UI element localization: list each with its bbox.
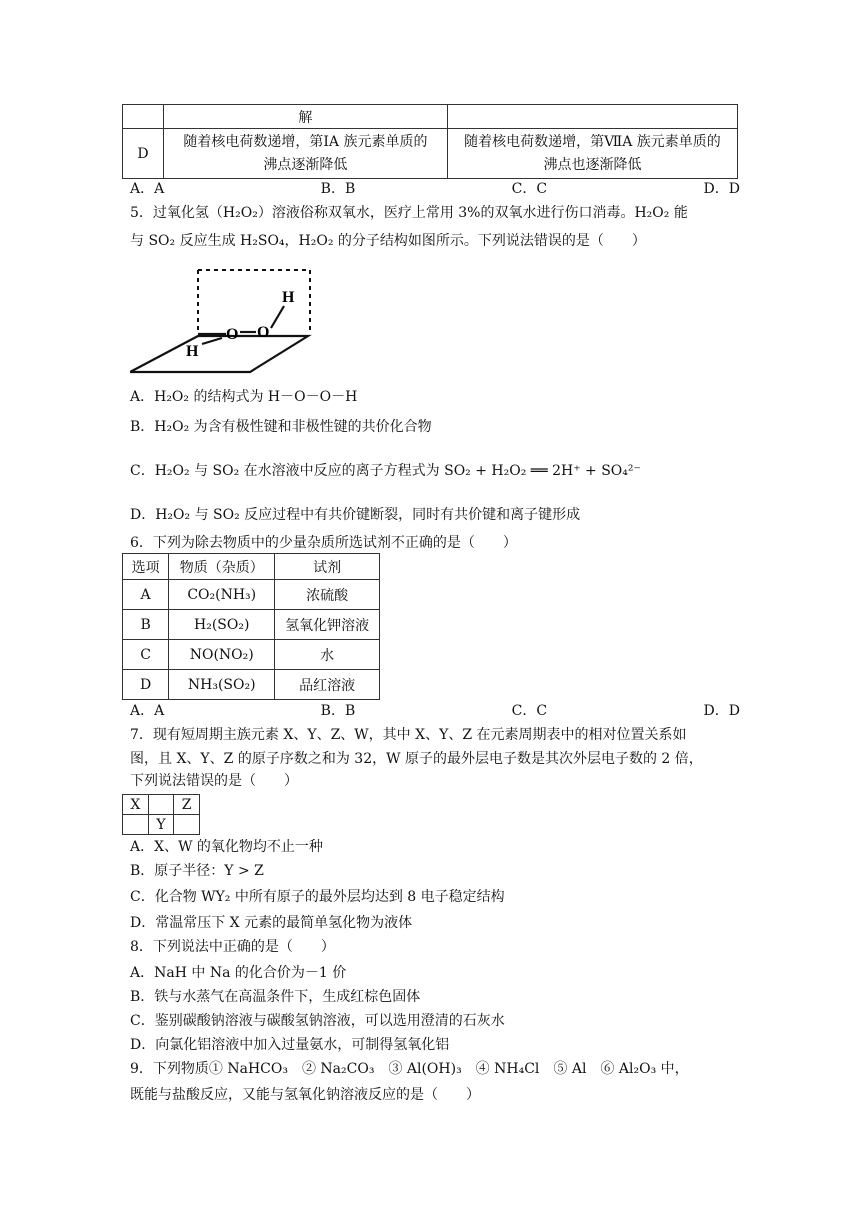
grid-cell	[148, 795, 174, 815]
q6-option-c[interactable]: C．C	[511, 703, 548, 719]
q4-option-b[interactable]: B．B	[320, 181, 356, 197]
q7-option-a[interactable]: A．X、W 的氧化物均不止一种	[130, 839, 323, 855]
q6-stem: 6．下列为除去物质中的少量杂质所选试剂不正确的是（ ）	[130, 535, 517, 551]
h-bottom-label: H	[186, 343, 199, 360]
q4-option-d[interactable]: D．D	[703, 181, 740, 197]
q5-option-d[interactable]: D．H₂O₂ 与 SO₂ 反应过程中有共价键断裂，同时有共价键和离子键形成	[130, 507, 581, 523]
o1-label: O	[226, 326, 239, 343]
grid-cell-y: Y	[148, 815, 174, 835]
table-row	[123, 610, 380, 640]
q9-stem-line1: 9．下列物质① NaHCO₃ ② Na₂CO₃ ③ Al(OH)₃ ④ NH₄Cl ⑤ Al ⑥ Al₂O₃ 中，	[130, 1061, 689, 1077]
grid-cell	[123, 815, 149, 835]
q9-stem-line2: 既能与盐酸反应，又能与氢氧化钠溶液反应的是（ ）	[130, 1087, 480, 1103]
grid-cell-z: Z	[174, 795, 200, 815]
q4-table-cell: 解	[163, 105, 447, 129]
q4-option-c[interactable]: C．C	[511, 181, 548, 197]
q6-option-b[interactable]: B．B	[320, 703, 356, 719]
q6-header-cell: 试剂	[275, 554, 380, 580]
q4-middle-line2: 沸点逐渐降低	[263, 156, 348, 173]
q6-options	[130, 700, 740, 720]
o2-label: O	[257, 324, 270, 341]
q7-stem-line2: 图，且 X、Y、Z 的原子序数之和为 32，W 原子的最外层电子数是其次外层电子数的 2 倍，	[130, 751, 703, 767]
q4-middle-cell	[163, 129, 447, 179]
table-cell: 水	[275, 640, 380, 670]
q5-option-c[interactable]: C．H₂O₂ 与 SO₂ 在水溶液中反应的离子方程式为 SO₂ + H₂O₂ ══ 2H⁺ + SO₄²⁻	[130, 463, 641, 479]
grid-cell	[174, 815, 200, 835]
q8-option-b[interactable]: B．铁与水蒸气在高温条件下，生成红棕色固体	[130, 989, 421, 1005]
q5-stem-line1: 5．过氧化氢（H₂O₂）溶液俗称双氧水，医疗上常用 3%的双氧水进行伤口消毒。H₂O₂ 能	[130, 205, 688, 221]
q8-stem: 8．下列说法中正确的是（ ）	[130, 939, 335, 955]
table-cell: 氢氧化钾溶液	[275, 610, 380, 640]
q6-header-cell: 选项	[123, 554, 169, 580]
q7-stem-line1: 7．现有短周期主族元素 X、Y、Z、W，其中 X、Y、Z 在元素周期表中的相对位置关系如	[130, 727, 687, 743]
q4-table	[122, 104, 738, 179]
q4-row-label: D	[123, 129, 164, 179]
q5-stem-line2: 与 SO₂ 反应生成 H₂SO₄，H₂O₂ 的分子结构如图所示。下列说法错误的是（ ）	[130, 233, 646, 249]
q4-right-line2: 沸点也逐渐降低	[543, 156, 642, 173]
table-row	[123, 640, 380, 670]
q5-option-b[interactable]: B．H₂O₂ 为含有极性键和非极性键的共价化合物	[130, 419, 432, 435]
periodic-position-grid	[122, 794, 200, 835]
q8-option-a[interactable]: A．NaH 中 Na 的化合价为－1 价	[130, 965, 347, 981]
q4-right-cell	[447, 129, 737, 179]
q7-stem-line3: 下列说法错误的是（ ）	[130, 773, 298, 789]
q4-option-a[interactable]: A．A	[130, 181, 165, 197]
h2o2-structure-figure	[130, 260, 320, 376]
q6-header-cell: 物质（杂质）	[169, 554, 275, 580]
q7-option-b[interactable]: B．原子半径：Y > Z	[130, 863, 264, 879]
q6-option-a[interactable]: A．A	[130, 703, 165, 719]
q4-table-cell	[447, 105, 737, 129]
table-cell: A	[123, 580, 169, 610]
table-cell: D	[123, 670, 169, 700]
grid-cell-x: X	[123, 795, 149, 815]
q6-table	[122, 553, 380, 700]
q7-option-c[interactable]: C．化合物 WY₂ 中所有原子的最外层均达到 8 电子稳定结构	[130, 889, 505, 905]
q4-table-cell	[123, 105, 164, 129]
table-row	[123, 580, 380, 610]
table-cell: 品红溶液	[275, 670, 380, 700]
table-cell: C	[123, 640, 169, 670]
q7-option-d[interactable]: D．常温常压下 X 元素的最简单氢化物为液体	[130, 915, 413, 931]
table-cell: 浓硫酸	[275, 580, 380, 610]
q4-middle-line1: 随着核电荷数递增，第ⅠA 族元素单质的	[183, 133, 428, 150]
q4-options	[130, 178, 740, 198]
q6-header-row	[123, 554, 380, 580]
q8-option-c[interactable]: C．鉴别碳酸钠溶液与碳酸氢钠溶液，可以选用澄清的石灰水	[130, 1013, 505, 1029]
q8-option-d[interactable]: D．向氯化铝溶液中加入过量氨水，可制得氢氧化铝	[130, 1037, 450, 1053]
q6-option-d[interactable]: D．D	[703, 703, 740, 719]
table-cell: CO₂(NH₃)	[169, 580, 275, 610]
table-row	[123, 670, 380, 700]
table-cell: NO(NO₂)	[169, 640, 275, 670]
q5-option-a[interactable]: A．H₂O₂ 的结构式为 H－O－O－H	[130, 389, 358, 405]
table-cell: B	[123, 610, 169, 640]
table-cell: NH₃(SO₂)	[169, 670, 275, 700]
table-cell: H₂(SO₂)	[169, 610, 275, 640]
q4-right-line1: 随着核电荷数递增，第ⅦA 族元素单质的	[464, 133, 721, 150]
h-top-label: H	[282, 289, 295, 306]
